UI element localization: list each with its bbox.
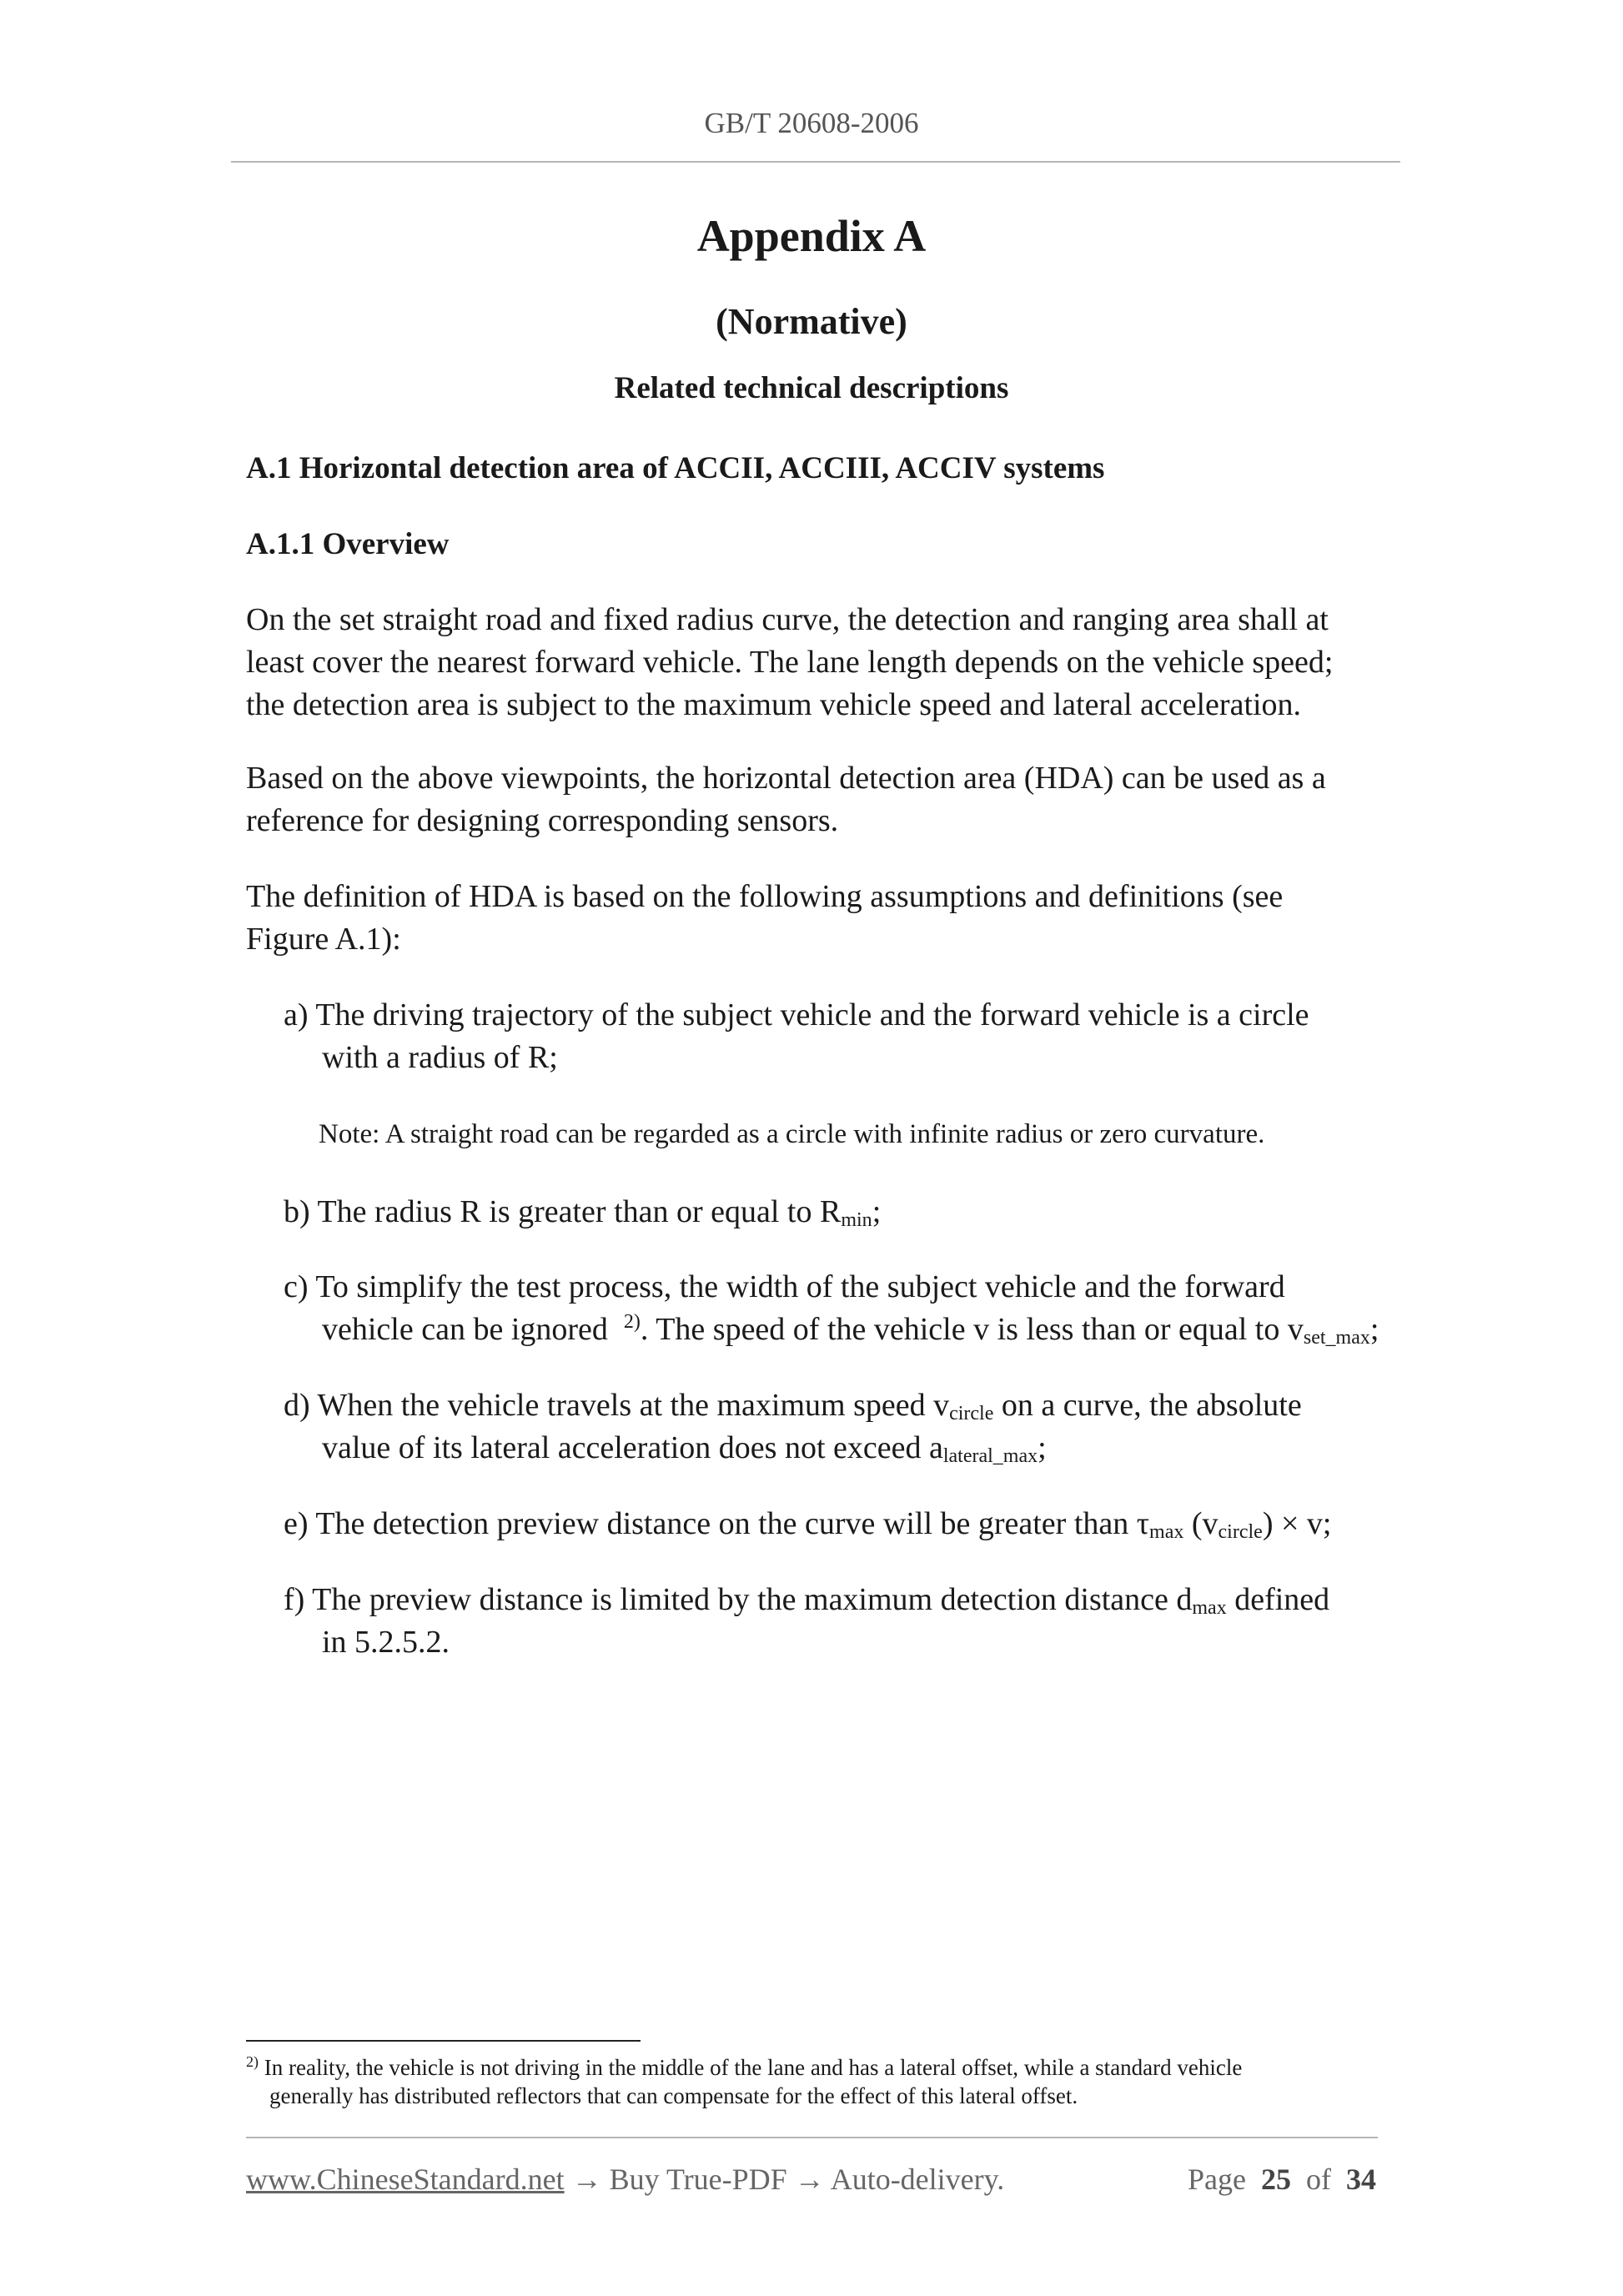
footnote-line: generally has distributed reflectors that can compensate for the effect of this lateral offset. — [269, 2083, 1078, 2108]
list-item-text: ) × v; — [1262, 1506, 1332, 1541]
footnote-line — [246, 2053, 1386, 2082]
section-a11-heading: A.1.1 Overview — [246, 527, 450, 561]
subscript: circle — [1218, 1521, 1263, 1543]
list-item-line — [284, 1384, 1386, 1427]
list-item-a — [284, 994, 1386, 1079]
list-item-text: . The speed of the vehicle v is less than or equal to v — [640, 1312, 1304, 1347]
footer-promo-text: → Buy True-PDF → Auto-delivery. — [564, 2163, 1005, 2196]
paragraph-hda — [246, 757, 1386, 842]
footnote-divider — [246, 2040, 641, 2042]
subscript: set_max — [1303, 1327, 1370, 1349]
list-item-text: on a curve, the absolute — [993, 1388, 1302, 1423]
list-item-text: ; — [1038, 1430, 1047, 1465]
subscript: circle — [949, 1403, 994, 1424]
header-divider — [231, 161, 1400, 163]
header-standard-code: GB/T 20608-2006 — [704, 107, 919, 139]
list-item-line — [284, 1309, 1386, 1351]
page-number: 25 — [1261, 2163, 1291, 2196]
page-indicator — [1188, 2162, 1376, 2197]
list-item-line: a) The driving trajectory of the subject vehicle and the forward vehicle is a circle — [284, 997, 1309, 1032]
footnote-text: In reality, the vehicle is not driving in the middle of the lane and has a lateral offset, while a standard vehicle — [259, 2055, 1243, 2080]
subscript: lateral_max — [942, 1445, 1038, 1467]
paragraph-line: The definition of HDA is based on the following assumptions and definitions (see — [246, 879, 1284, 914]
list-item-c — [284, 1266, 1386, 1351]
list-item-text: ; — [1369, 1312, 1379, 1347]
list-item-b — [284, 1191, 1386, 1233]
paragraph-line: Figure A.1): — [246, 922, 401, 957]
footnote-marker: 2) — [246, 2053, 259, 2070]
list-item-line — [284, 1579, 1386, 1621]
subscript: max — [1192, 1597, 1227, 1619]
section-a1-heading: A.1 Horizontal detection area of ACCII, ACCIII, ACCIV systems — [246, 451, 1105, 485]
footnote — [246, 2053, 1386, 2110]
list-item-line: in 5.2.5.2. — [322, 1625, 450, 1660]
list-item-text: b) The radius R is greater than or equal to R — [284, 1194, 842, 1229]
list-item-text: ; — [872, 1194, 882, 1229]
list-item-text: e) The detection preview distance on the curve will be greater than τ — [284, 1506, 1150, 1541]
page-label: Page — [1188, 2163, 1246, 2196]
paragraph-definition — [246, 876, 1386, 961]
paragraph-line: least cover the nearest forward vehicle. The lane length depends on the vehicle speed; — [246, 645, 1334, 680]
footer-promo — [246, 2162, 1004, 2197]
of-label: of — [1306, 2163, 1331, 2196]
list-item-text: (v — [1183, 1506, 1219, 1541]
list-item-text: d) When the vehicle travels at the maximum speed v — [284, 1388, 950, 1423]
normative-label: (Normative) — [716, 301, 907, 342]
list-item-e — [284, 1503, 1386, 1545]
footnote-ref: 2) — [623, 1311, 641, 1333]
paragraph-line: On the set straight road and fixed radius curve, the detection and ranging area shall at — [246, 602, 1329, 637]
list-item-f — [284, 1579, 1386, 1664]
site-link[interactable]: www.ChineseStandard.net — [246, 2163, 565, 2196]
list-item-text: value of its lateral acceleration does not exceed a — [322, 1430, 943, 1465]
related-heading: Related technical descriptions — [614, 371, 1009, 405]
list-item-line — [284, 1427, 1386, 1470]
footer-divider — [246, 2137, 1378, 2138]
appendix-title: Appendix A — [696, 211, 927, 261]
list-item-text: defined — [1226, 1582, 1330, 1617]
list-item-line: c) To simplify the test process, the width of the subject vehicle and the forward — [284, 1269, 1285, 1304]
subscript: max — [1149, 1521, 1184, 1543]
paragraph-line: Based on the above viewpoints, the horizontal detection area (HDA) can be used as a — [246, 761, 1326, 796]
list-item-text: vehicle can be ignored — [322, 1312, 608, 1347]
list-item-text: f) The preview distance is limited by the maximum detection distance d — [284, 1582, 1193, 1617]
subscript: min — [841, 1209, 872, 1231]
list-item-line: with a radius of R; — [322, 1040, 558, 1075]
note-text: Note: A straight road can be regarded as a circle with infinite radius or zero curvature. — [319, 1119, 1265, 1149]
page-total: 34 — [1346, 2163, 1376, 2196]
paragraph-overview — [246, 599, 1386, 726]
list-item-d — [284, 1384, 1386, 1470]
paragraph-line: the detection area is subject to the maximum vehicle speed and lateral acceleration. — [246, 687, 1302, 722]
paragraph-line: reference for designing corresponding sensors. — [246, 803, 839, 838]
